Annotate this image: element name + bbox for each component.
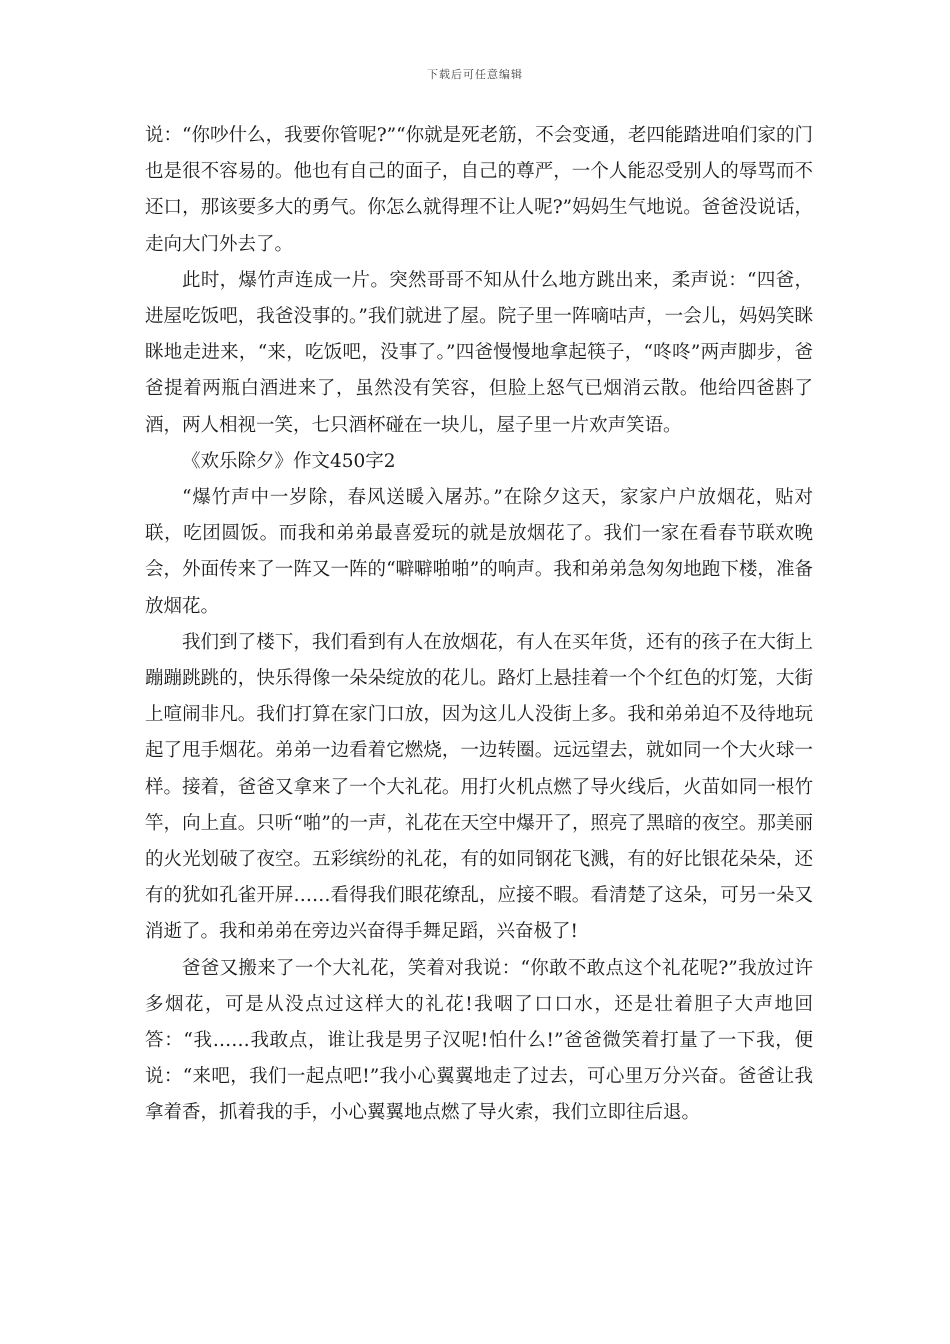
paragraph-1: 说：“你吵什么，我要你管呢?”“你就是死老筋，不会变通，老四能踏进咱们家的门也是很不容易的。他也有自己的面子，自己的尊严，一个人能忍受别人的辱骂而不还口，那该要多大的勇气。你怎么就得理不让人呢?”妈妈生气地说。爸爸没说话，走向大门外去了。 — [145, 125, 813, 255]
paragraph-3: “爆竹声中一岁除，春风送暖入屠苏。”在除夕这天，家家户户放烟花，贴对联，吃团圆饭。而我和弟弟最喜爱玩的就是放烟花了。我们一家在看春节联欢晚会，外面传来了一阵又一阵的“噼噼啪啪”的响声。我和弟弟急匆匆地跑下楼，准备放烟花。 — [145, 487, 813, 617]
page-header: 下载后可任意编辑 — [427, 68, 523, 81]
paragraph-4: 我们到了楼下，我们看到有人在放烟花，有人在买年货，还有的孩子在大街上蹦蹦跳跳的，快乐得像一朵朵绽放的花儿。路灯上悬挂着一个个红色的灯笼，大街上喧闹非凡。我们打算在家门口放，因为这儿人没街上多。我和弟弟迫不及待地玩起了甩手烟花。弟弟一边看着它燃烧，一边转圈。远远望去，就如同一个大火球一样。接着，爸爸又拿来了一个大礼花。用打火机点燃了导火线后，火苗如同一根竹竿，向上直。只听“啪”的一声，礼花在天空中爆开了，照亮了黑暗的夜空。那美丽的火光划破了夜空。五彩缤纷的礼花，有的如同钢花飞溅，有的好比银花朵朵，还有的犹如孔雀开屏……看得我们眼花缭乱，应接不暇。看清楚了这朵，可另一朵又消逝了。我和弟弟在旁边兴奋得手舞足蹈，兴奋极了! — [145, 631, 813, 943]
paragraph-5: 爸爸又搬来了一个大礼花，笑着对我说：“你敢不敢点这个礼花呢?”我放过许多烟花，可是从没点过这样大的礼花!我咽了口口水，还是壮着胆子大声地回答：“我……我敢点，谁让我是男子汉呢!怕什么!”爸爸微笑着打量了一下我，便说：“来吧，我们一起点吧!”我小心翼翼地走了过去，可心里万分兴奋。爸爸让我拿着香，抓着我的手，小心翼翼地点燃了导火索，我们立即往后退。 — [145, 957, 813, 1124]
paragraph-2: 此时，爆竹声连成一片。突然哥哥不知从什么地方跳出来，柔声说：“四爸，进屋吃饭吧，我爸没事的。”我们就进了屋。院子里一阵嘀咕声，一会儿，妈妈笑眯眯地走进来，“来，吃饭吧，没事了。”四爸慢慢地拿起筷子，“咚咚”两声脚步，爸爸提着两瓶白酒进来了，虽然没有笑容，但脸上怒气已烟消云散。他给四爸斟了酒，两人相视一笑，七只酒杯碰在一块儿，屋子里一片欢声笑语。 — [145, 269, 813, 436]
essay-title-2: 《欢乐除夕》作文450字2 — [182, 450, 396, 472]
document-body — [145, 118, 813, 1132]
